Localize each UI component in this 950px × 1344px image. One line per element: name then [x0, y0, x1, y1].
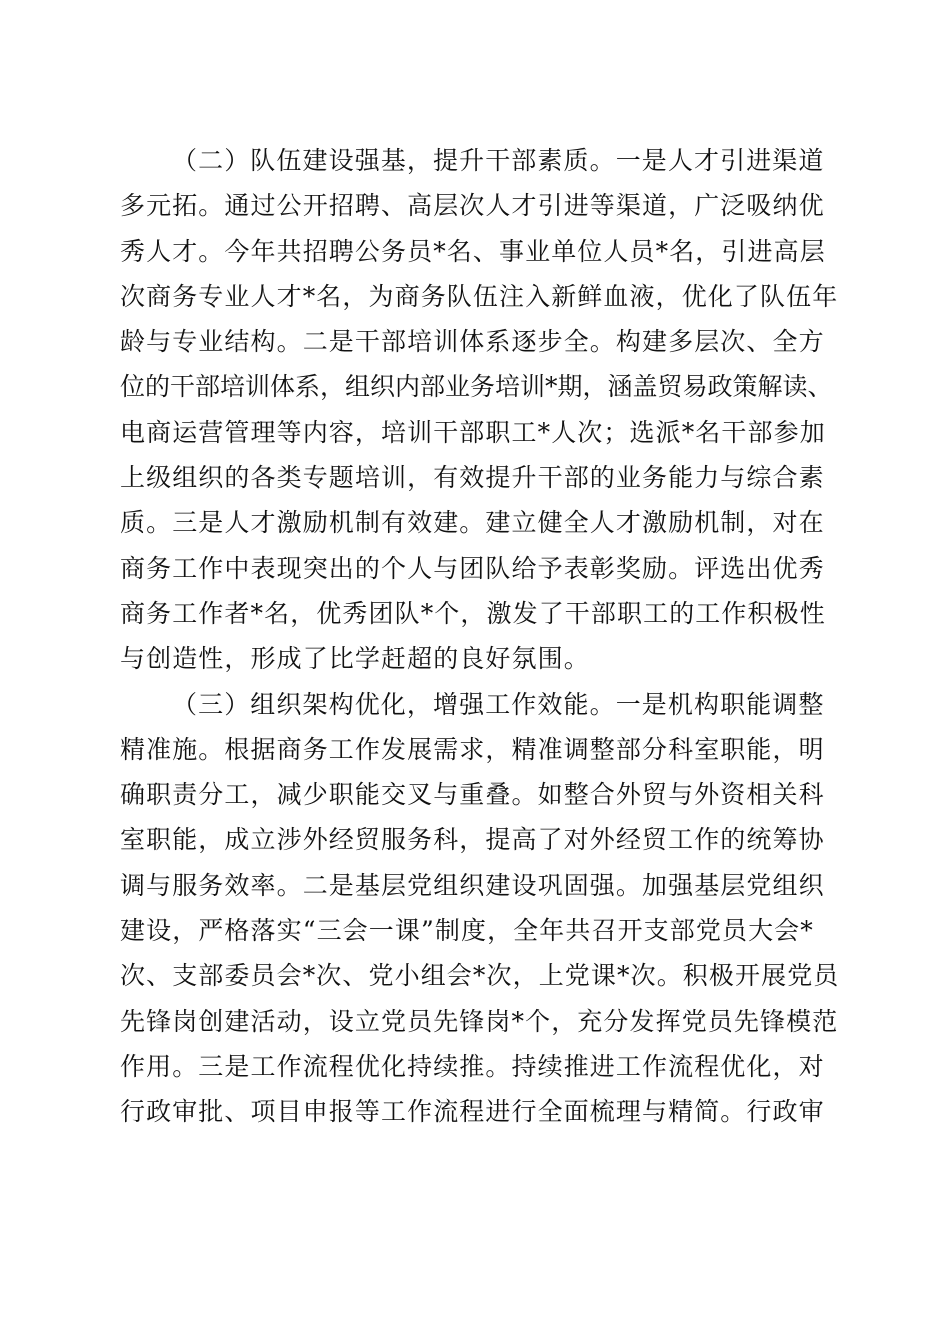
paragraph-line: 次商务专业人才*名，为商务队伍注入新鲜血液，优化了队伍年 — [120, 281, 839, 311]
paragraph-line: 商务工作中表现突出的个人与团队给予表彰奖励。评选出优秀 — [120, 553, 825, 583]
paragraph-line: 上级组织的各类专题培训，有效提升干部的业务能力与综合素 — [120, 463, 825, 493]
paragraph-line: 确职责分工，减少职能交叉与重叠。如整合外贸与外资相关科 — [120, 780, 825, 810]
paragraph-line: 调与服务效率。二是基层党组织建设巩固强。加强基层党组织 — [120, 870, 825, 900]
paragraph-line: 行政审批、项目申报等工作流程进行全面梳理与精简。行政审 — [120, 1097, 825, 1127]
paragraph-line: 秀人才。今年共招聘公务员*名、事业单位人员*名，引进高层 — [120, 236, 826, 266]
paragraph-team-building — [120, 138, 839, 682]
paragraph-line: 多元拓。通过公开招聘、高层次人才引进等渠道，广泛吸纳优 — [120, 191, 825, 221]
paragraph-line: 建设，严格落实“三会一课”制度，全年共召开支部党员大会* — [120, 916, 814, 946]
paragraph-line: 质。三是人才激励机制有效建。建立健全人才激励机制，对在 — [120, 508, 825, 538]
paragraph-line: 先锋岗创建活动，设立党员先锋岗*个，充分发挥党员先锋模范 — [120, 1006, 839, 1036]
paragraph-line: （二）队伍建设强基，提升干部素质。一是人才引进渠道 — [172, 146, 825, 175]
paragraph-line: 次、支部委员会*次、党小组会*次，上党课*次。积极开展党员 — [120, 961, 840, 991]
document-body — [120, 138, 840, 1135]
paragraph-line: 商务工作者*名，优秀团队*个，激发了干部职工的工作积极性 — [120, 598, 826, 628]
paragraph-org-structure — [120, 682, 840, 1135]
paragraph-line: 精准施。根据商务工作发展需求，精准调整部分科室职能，明 — [120, 734, 825, 764]
paragraph-line: 龄与专业结构。二是干部培训体系逐步全。构建多层次、全方 — [120, 327, 825, 357]
paragraph-line: 室职能，成立涉外经贸服务科，提高了对外经贸工作的统筹协 — [120, 825, 825, 855]
paragraph-line: 作用。三是工作流程优化持续推。持续推进工作流程优化，对 — [120, 1051, 825, 1081]
paragraph-line: （三）组织架构优化，增强工作效能。一是机构职能调整 — [172, 689, 825, 719]
paragraph-line: 与创造性，形成了比学赶超的良好氛围。 — [120, 644, 590, 674]
paragraph-line: 电商运营管理等内容，培训干部职工*人次；选派*名干部参加 — [120, 417, 826, 447]
paragraph-line: 位的干部培训体系，组织内部业务培训*期，涵盖贸易政策解读、 — [120, 372, 833, 402]
